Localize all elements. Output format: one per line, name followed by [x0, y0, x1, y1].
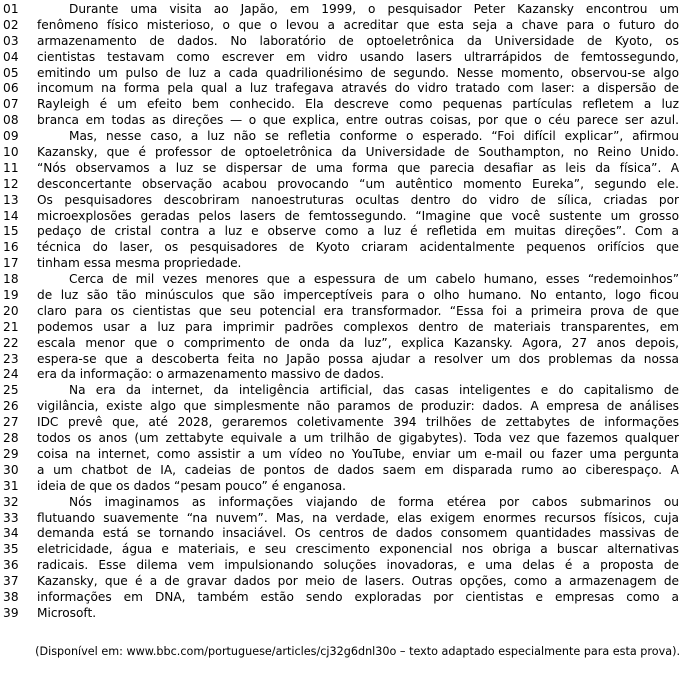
line-number: 10 [3, 145, 19, 160]
text-line [0, 352, 686, 368]
text-line [0, 479, 686, 495]
text-line [0, 81, 686, 97]
line-number: 06 [3, 81, 19, 96]
text-line [0, 606, 686, 622]
line-number: 18 [3, 272, 19, 287]
text-line [0, 304, 686, 320]
line-text: demanda está se tornando insaciável. Os centros de dados consomem quantidades massivas de [37, 526, 679, 541]
text-line [0, 558, 686, 574]
line-text: cientistas testavam como escrever em vidro usando lasers ultrarrápidos de femtossegundo, [37, 49, 679, 64]
line-number: 20 [3, 303, 19, 318]
line-text: coisa na internet, como assistir a um vídeo no YouTube, enviar um e-mail ou fazer uma pergunta [37, 446, 679, 461]
text-line [0, 177, 686, 193]
line-number: 13 [3, 192, 19, 207]
numbered-text-body [0, 2, 686, 622]
line-text: vigilância, existe algo que simplesmente não paramos de produzir: dados. A empresa de análises [37, 399, 679, 414]
text-line [0, 18, 686, 34]
line-number: 14 [3, 208, 19, 223]
line-number: 39 [3, 605, 19, 620]
line-number: 28 [3, 431, 19, 446]
line-number: 01 [3, 2, 19, 16]
line-number: 34 [3, 526, 19, 541]
text-line [0, 209, 686, 225]
line-number: 09 [3, 129, 19, 144]
text-line [0, 399, 686, 415]
line-number: 02 [3, 17, 19, 32]
line-number: 37 [3, 574, 19, 589]
line-number: 22 [3, 335, 19, 350]
line-number: 15 [3, 224, 19, 239]
text-line [0, 320, 686, 336]
line-number: 38 [3, 589, 19, 604]
line-text: a um chatbot de IA, cadeias de pontos de dados saem em disparada rumo ao ciberespaço. A [37, 462, 679, 477]
text-line [0, 129, 686, 145]
text-line [0, 463, 686, 479]
line-text: informações em DNA, também estão sendo exploradas por cientistas e empresas como a [37, 589, 679, 604]
text-line [0, 193, 686, 209]
text-line [0, 145, 686, 161]
text-line [0, 336, 686, 352]
line-text: fenômeno físico misterioso, o que o levou a acreditar que esta seja a chave para o futuro do [37, 17, 679, 32]
line-text: microexplosões geradas pelos lasers de femtossegundo. “Imagine que você sustente um grosso [37, 208, 679, 223]
line-number: 36 [3, 558, 19, 573]
text-line [0, 66, 686, 82]
line-text: Durante uma visita ao Japão, em 1999, o pesquisador Peter Kazansky encontrou um [69, 2, 679, 16]
text-line [0, 383, 686, 399]
text-line [0, 574, 686, 590]
line-text: flutuando suavemente “na nuvem”. Mas, na verdade, elas exigem enormes recursos físicos, cuja [37, 510, 679, 525]
text-line [0, 415, 686, 431]
text-line [0, 34, 686, 50]
line-text: Kazansky, que é professor de optoeletrônica da Universidade de Southampton, no Reino Unido. [37, 145, 679, 160]
text-line [0, 2, 686, 18]
text-line [0, 50, 686, 66]
line-number: 29 [3, 446, 19, 461]
line-number: 16 [3, 240, 19, 255]
line-text: eletricidade, água e materiais, e seu crescimento exponencial nos obriga a buscar alternativas [37, 542, 679, 557]
line-number: 26 [3, 399, 19, 414]
line-text: incomum na forma pela qual a luz trafegava através do vidro tratado com laser: a dispersão de [37, 81, 679, 96]
source-citation: (Disponível em: www.bbc.com/portuguese/articles/cj32g6dnl30o – texto adaptado especialmente para esta prova). [35, 645, 680, 658]
line-text: todos os anos (um zettabyte equivale a um trilhão de gigabytes). Toda vez que fazemos qualquer [37, 431, 679, 446]
text-line [0, 431, 686, 447]
line-text: armazenamento de dados. No laboratório de optoeletrônica da Universidade de Kyoto, os [37, 33, 679, 48]
line-text: era da informação: o armazenamento massivo de dados. [37, 367, 385, 382]
line-text: Microsoft. [37, 605, 97, 620]
line-text: “Nós observamos a luz se dispersar de uma forma que parecia desafiar as leis da física”. A [37, 160, 679, 175]
line-text: radicais. Esse dilema vem impulsionando soluções inovadoras, e uma delas é a proposta de [37, 558, 679, 573]
line-number: 30 [3, 462, 19, 477]
line-text: escala menor que o comprimento de onda da luz”, explica Kazansky. Agora, 27 anos depois, [37, 335, 679, 350]
text-line [0, 447, 686, 463]
line-text: IDC prevê que, até 2028, geraremos coletivamente 394 trilhões de zettabytes de informações [37, 415, 679, 430]
text-line [0, 367, 686, 383]
line-text: desconcertante observação acabou provocando “um autêntico momento Eureka”, segundo ele. [37, 176, 679, 191]
text-line [0, 526, 686, 542]
line-text: espera-se que a descoberta feita no Japão possa ajudar a resolver um dos problemas da nossa [37, 351, 679, 366]
text-line [0, 224, 686, 240]
line-number: 25 [3, 383, 19, 398]
line-text: Nós imaginamos as informações viajando de forma etérea por cabos submarinos ou [69, 494, 679, 509]
line-number: 19 [3, 288, 19, 303]
line-number: 23 [3, 351, 19, 366]
line-number: 05 [3, 65, 19, 80]
text-line [0, 272, 686, 288]
line-text: podemos usar a luz para imprimir padrões complexos dentro de materiais transparentes, em [37, 319, 679, 334]
line-text: emitindo um pulso de luz a cada quadrilionésimo de segundo. Nesse momento, observou-se algo [37, 65, 679, 80]
line-number: 27 [3, 415, 19, 430]
line-text: de luz são tão minúsculos que são imperceptíveis para o olho humano. No entanto, logo ficou [37, 288, 679, 303]
text-line [0, 113, 686, 129]
text-line [0, 97, 686, 113]
text-line [0, 495, 686, 511]
text-line [0, 256, 686, 272]
line-number: 32 [3, 494, 19, 509]
line-text: pedaço de cristal contra a luz e observe como a luz é refletida em muitas direções”. Com a [37, 224, 679, 239]
line-text: Kazansky, que é a de gravar dados por meio de lasers. Outras opções, como a armazenagem de [37, 574, 679, 589]
line-number: 08 [3, 113, 19, 128]
line-number: 33 [3, 510, 19, 525]
line-text: Rayleigh é um efeito bem conhecido. Ela descreve como pequenas partículas refletem a luz [37, 97, 679, 112]
line-number: 35 [3, 542, 19, 557]
line-number: 03 [3, 33, 19, 48]
line-number: 24 [3, 367, 19, 382]
text-line [0, 590, 686, 606]
line-text: Os pesquisadores descobriram nanoestruturas ocultas dentro do vidro de sílica, criadas por [37, 192, 679, 207]
line-number: 17 [3, 256, 19, 271]
line-number: 12 [3, 176, 19, 191]
text-line [0, 542, 686, 558]
line-text: branca em todas as direções — o que explica, entre outras coisas, por que o céu parece ser azul. [37, 113, 679, 128]
line-text: tinham essa mesma propriedade. [37, 256, 242, 271]
line-number: 31 [3, 478, 19, 493]
line-text: Na era da internet, da inteligência artificial, das casas inteligentes e do capitalismo de [69, 383, 679, 398]
line-number: 21 [3, 319, 19, 334]
line-text: claro para os cientistas que seu potencial era transformador. “Essa foi a primeira prova de que [37, 303, 679, 318]
line-number: 11 [3, 160, 19, 175]
text-line [0, 240, 686, 256]
text-line [0, 511, 686, 527]
line-text: Mas, nesse caso, a luz não se refletia conforme o esperado. “Foi difícil explicar”, afirmou [69, 129, 679, 144]
text-line [0, 288, 686, 304]
line-text: técnica do laser, os pesquisadores de Kyoto criaram acidentalmente pequenos orifícios que [37, 240, 679, 255]
line-number: 04 [3, 49, 19, 64]
line-text: ideia de que os dados “pesam pouco” é enganosa. [37, 478, 347, 493]
line-text: Cerca de mil vezes menores que a espessura de um cabelo humano, esses “redemoinhos” [69, 272, 679, 287]
line-number: 07 [3, 97, 19, 112]
text-line [0, 161, 686, 177]
